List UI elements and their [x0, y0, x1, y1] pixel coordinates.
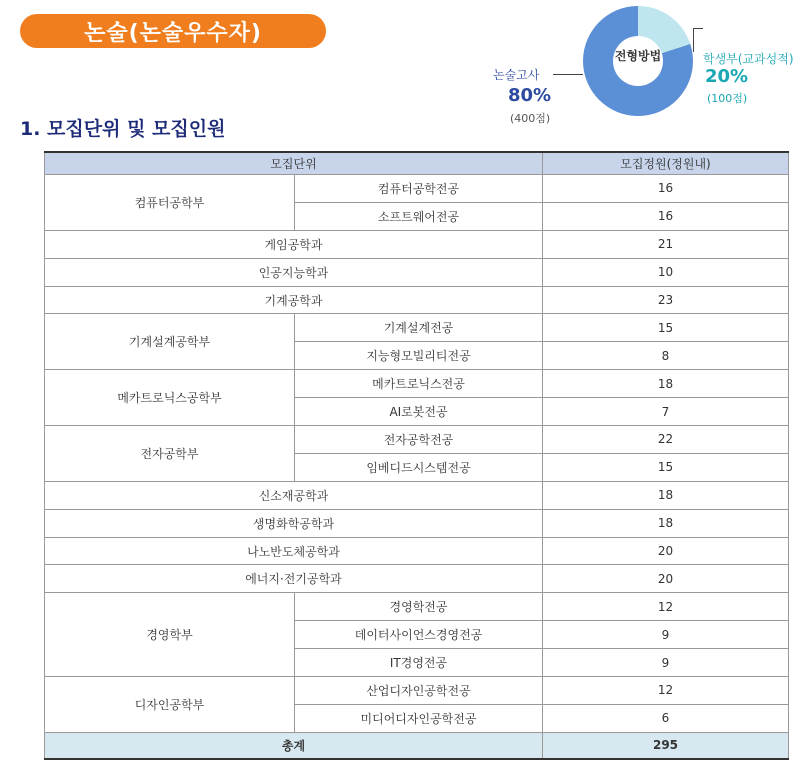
major-cell: IT경영전공	[295, 649, 543, 677]
legend-right-leader-h	[693, 28, 703, 29]
count-cell: 8	[543, 342, 789, 370]
total-row	[45, 732, 789, 759]
legend-left-leader	[553, 74, 583, 75]
table-row	[45, 175, 789, 203]
header-unit: 모집단위	[45, 152, 543, 175]
group-cell: 경영학부	[45, 593, 295, 677]
count-cell: 7	[543, 398, 789, 426]
count-cell: 9	[543, 621, 789, 649]
count-cell: 18	[543, 481, 789, 509]
count-cell: 9	[543, 649, 789, 677]
table-body	[45, 175, 789, 733]
count-cell: 16	[543, 175, 789, 203]
table-row	[45, 509, 789, 537]
major-cell: 메카트로닉스전공	[295, 370, 543, 398]
legend-record-points: (100점)	[707, 92, 748, 105]
major-cell: 전자공학전공	[295, 426, 543, 454]
count-cell: 12	[543, 677, 789, 705]
legend-essay-percent: 80%	[508, 85, 552, 106]
legend-record-label: 학생부(교과성적)	[703, 52, 794, 66]
table-row	[45, 258, 789, 286]
count-cell: 20	[543, 565, 789, 593]
unit-cell: 인공지능학과	[45, 258, 543, 286]
section-title: 1. 모집단위 및 모집인원	[20, 118, 226, 140]
group-cell: 전자공학부	[45, 426, 295, 482]
group-cell: 컴퓨터공학부	[45, 175, 295, 231]
legend-record-percent: 20%	[705, 66, 749, 87]
table-header-row	[45, 152, 789, 175]
count-cell: 21	[543, 230, 789, 258]
count-cell: 18	[543, 370, 789, 398]
legend-right-leader	[693, 28, 694, 52]
quota-table	[44, 151, 789, 760]
major-cell: 산업디자인공학전공	[295, 677, 543, 705]
major-cell: 데이터사이언스경영전공	[295, 621, 543, 649]
table-row	[45, 314, 789, 342]
count-cell: 20	[543, 537, 789, 565]
count-cell: 10	[543, 258, 789, 286]
table-row	[45, 426, 789, 454]
major-cell: 컴퓨터공학전공	[295, 175, 543, 203]
major-cell: 임베디드시스템전공	[295, 453, 543, 481]
count-cell: 16	[543, 202, 789, 230]
major-cell: 소프트웨어전공	[295, 202, 543, 230]
count-cell: 6	[543, 704, 789, 732]
table-row	[45, 370, 789, 398]
legend-essay-label: 논술고사	[493, 68, 540, 82]
section-badge: 논술(논술우수자)	[20, 14, 326, 48]
unit-cell: 기계공학과	[45, 286, 543, 314]
count-cell: 22	[543, 426, 789, 454]
table-row	[45, 230, 789, 258]
group-cell: 메카트로닉스공학부	[45, 370, 295, 426]
table-row	[45, 537, 789, 565]
table-row	[45, 286, 789, 314]
major-cell: 지능형모빌리티전공	[295, 342, 543, 370]
table-row	[45, 481, 789, 509]
major-cell: 경영학전공	[295, 593, 543, 621]
major-cell: AI로봇전공	[295, 398, 543, 426]
count-cell: 18	[543, 509, 789, 537]
major-cell: 기계설계전공	[295, 314, 543, 342]
legend-essay-points: (400점)	[510, 112, 551, 125]
header-quota: 모집정원(정원내)	[543, 152, 789, 175]
count-cell: 15	[543, 453, 789, 481]
total-label: 총계	[45, 732, 543, 759]
table-row	[45, 593, 789, 621]
donut-center-label: 전형방법	[614, 49, 662, 63]
group-cell: 기계설계공학부	[45, 314, 295, 370]
total-count: 295	[543, 732, 789, 759]
count-cell: 23	[543, 286, 789, 314]
major-cell: 미디어디자인공학전공	[295, 704, 543, 732]
count-cell: 15	[543, 314, 789, 342]
unit-cell: 생명화학공학과	[45, 509, 543, 537]
count-cell: 12	[543, 593, 789, 621]
table-row	[45, 677, 789, 705]
unit-cell: 나노반도체공학과	[45, 537, 543, 565]
group-cell: 디자인공학부	[45, 677, 295, 733]
table-row	[45, 565, 789, 593]
unit-cell: 신소재공학과	[45, 481, 543, 509]
unit-cell: 에너지·전기공학과	[45, 565, 543, 593]
unit-cell: 게임공학과	[45, 230, 543, 258]
